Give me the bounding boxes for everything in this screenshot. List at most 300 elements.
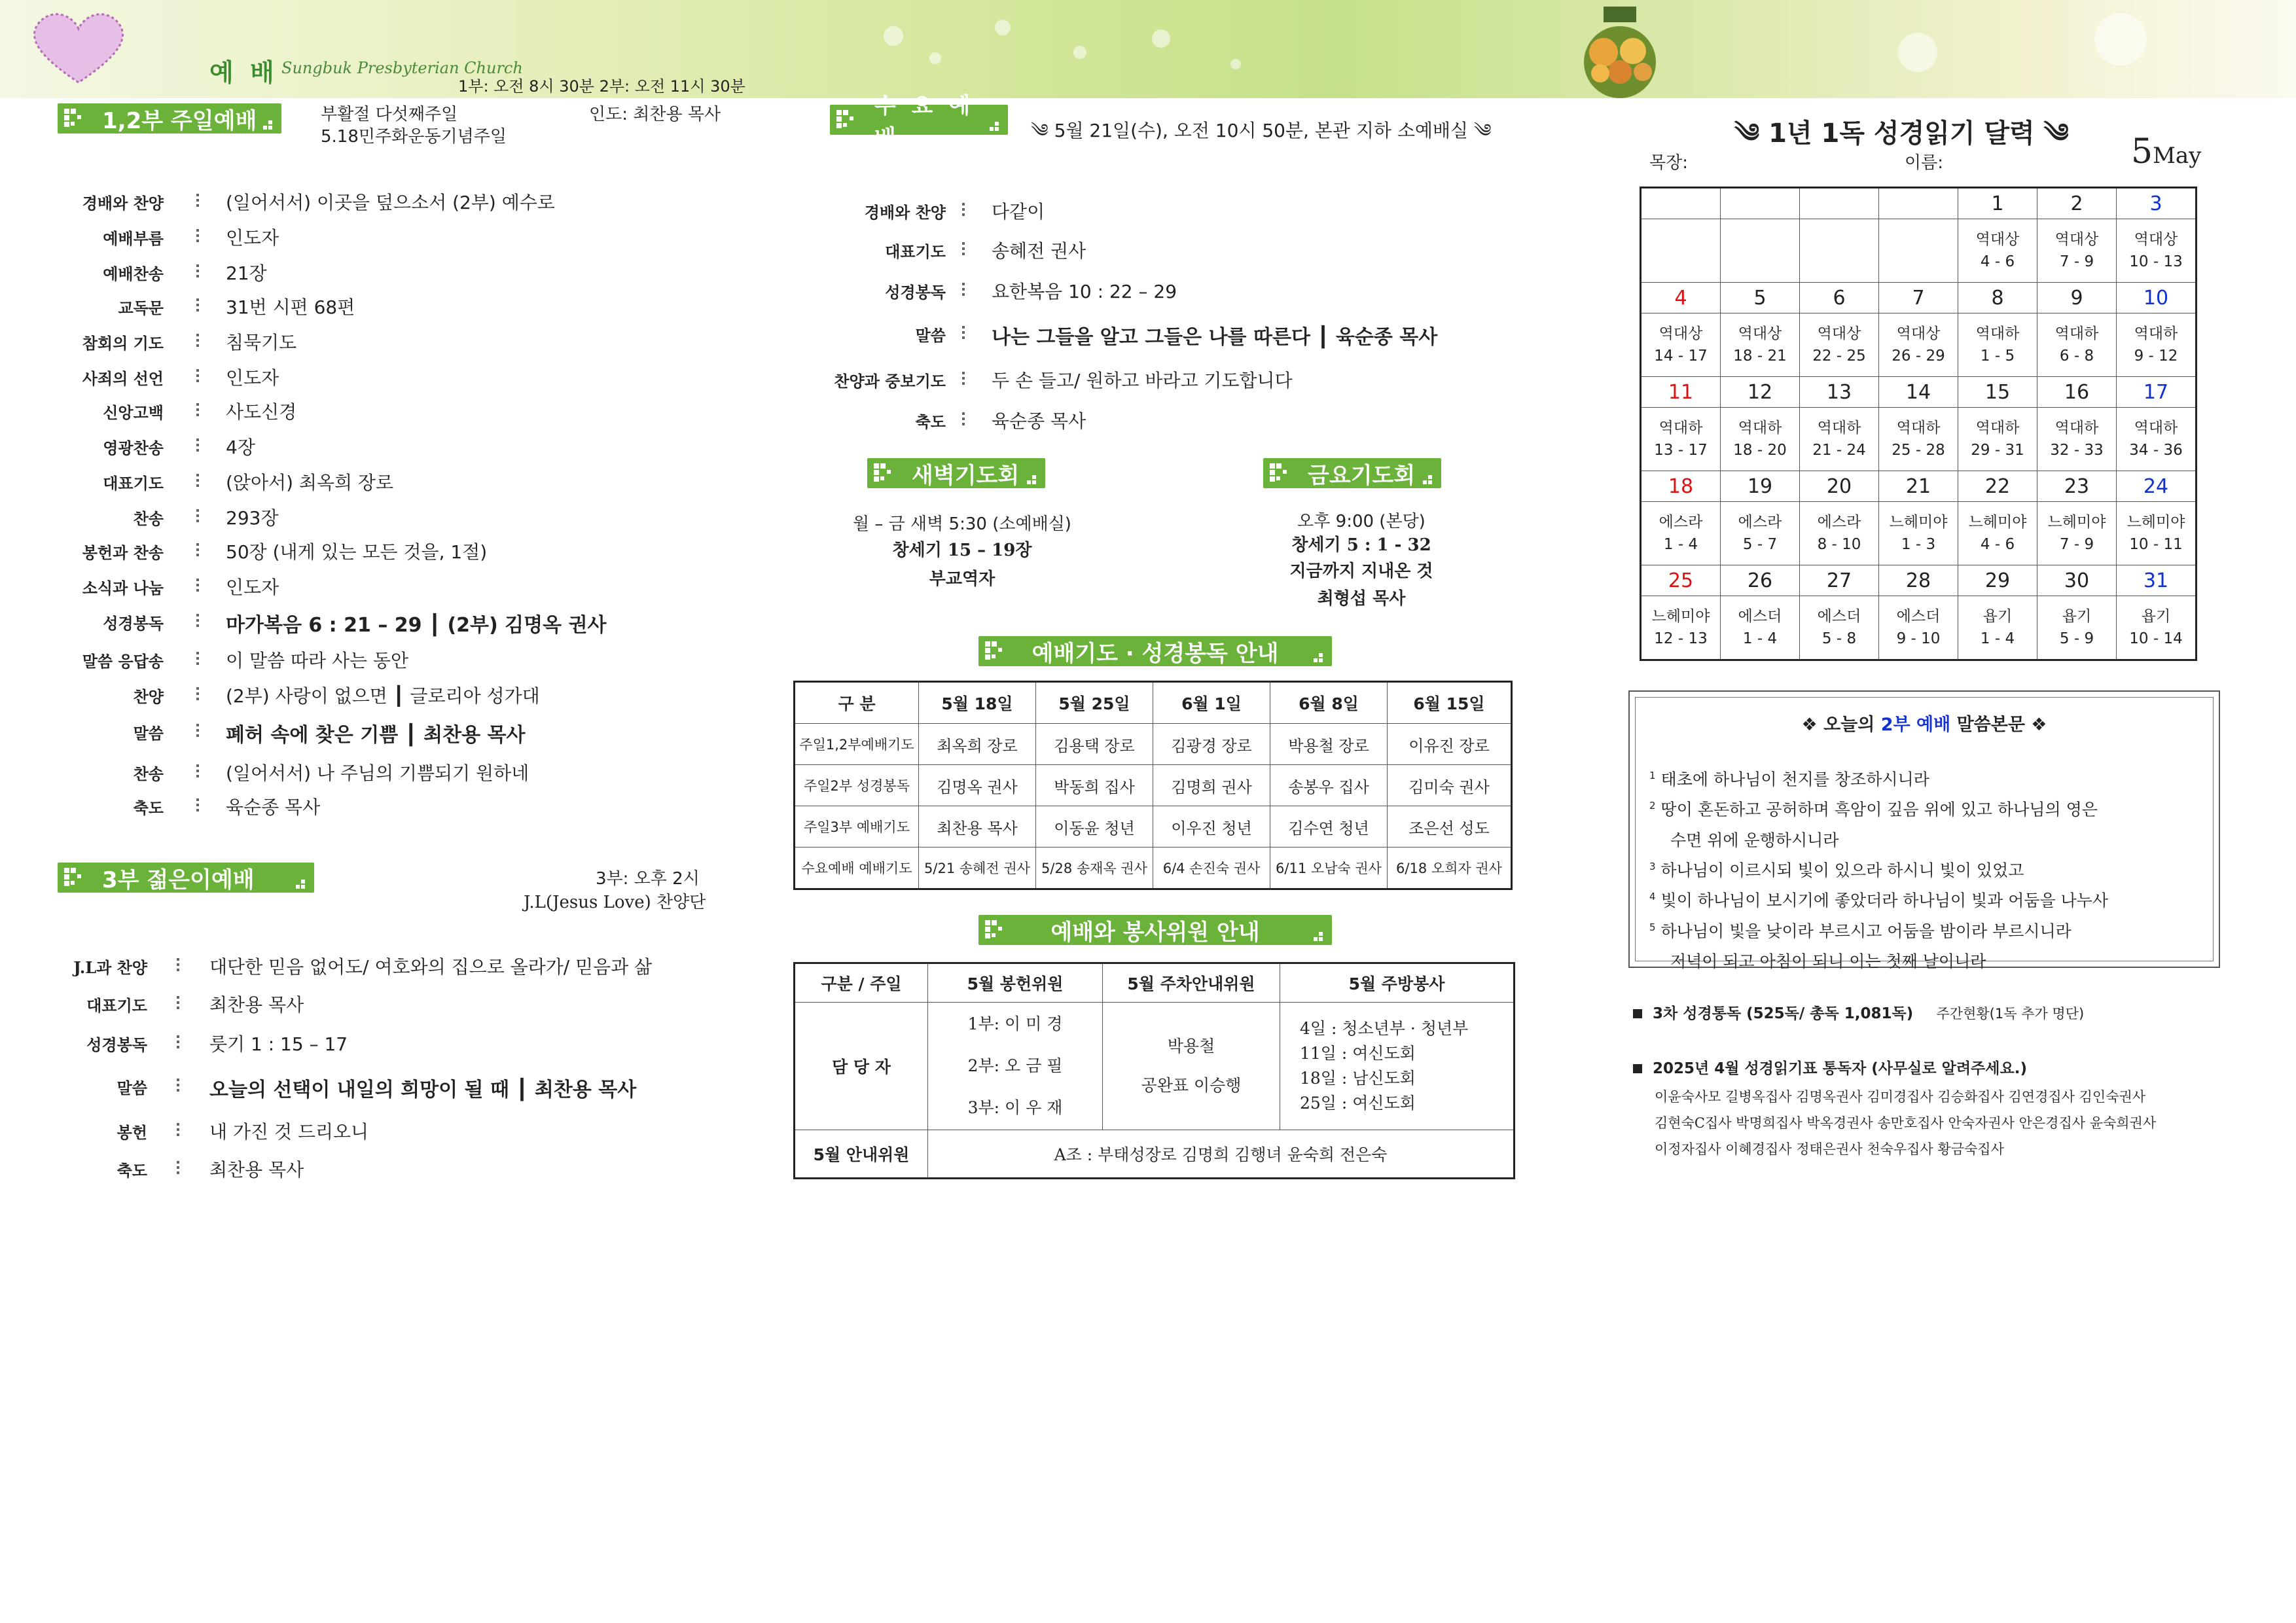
calendar-reading: 에스더 9 - 10 [1879,596,1958,660]
order-label: 사죄의 선언 [82,369,164,388]
order-label: 축도 [117,1161,147,1180]
calendar-day: 30 [2037,565,2117,596]
verse-text: 빛이 하나님이 보시기에 좋았더라 하나님이 빛과 어둠을 나누사 [1660,891,2109,910]
calendar-day: 3 [2117,188,2197,219]
youth-choir: J.L(Jesus Love) 찬양단 [524,893,706,912]
volunteers-heading [978,915,1332,945]
calendar-day: 13 [1800,377,1879,408]
colon-divider [196,331,199,349]
verse-line [1649,823,2212,853]
scripture-title-highlight: 2부 예배 [1880,715,1951,735]
square-bullet-icon [1633,1009,1642,1018]
calendar-day: 26 [1721,565,1800,596]
order-value: 21장 [226,262,267,284]
table-cell: 주일1,2부예배기도 [795,724,919,765]
calendar-day: 7 [1879,283,1958,313]
calendar-day: 12 [1721,377,1800,408]
kitchen-volunteer: 18일 : 남신도회 [1300,1069,1416,1088]
colon-divider [962,280,965,298]
order-value: 내 가진 것 드리오니 [209,1121,369,1143]
calendar-reading: 느헤미야 10 - 11 [2117,502,2197,565]
calendar-reading: 역대상 18 - 21 [1721,313,1800,377]
calendar-day: 18 [1641,471,1721,502]
dawn-prayer-heading [867,458,1045,488]
calendar-reading: 역대하 32 - 33 [2037,408,2117,471]
header-banner [0,0,2296,98]
order-label: 대표기도 [86,996,147,1015]
colon-divider [962,240,965,258]
dawn-prayer-title: 새벽기도회 [912,462,1020,489]
header-cell: 6월 15일 [1388,682,1512,724]
volunteers-title: 예배와 봉사위원 안내 [1050,919,1260,946]
completers-line: 이정자집사 이혜경집사 정태은권사 천숙우집사 황금숙집사 [1655,1141,2004,1157]
order-value: 룻기 1 : 15 – 17 [209,1033,348,1055]
verse-number: 3 [1649,860,1656,872]
colon-divider [196,611,199,630]
verse-line [1649,883,2212,914]
verse-text: 하나님이 이르시되 빛이 있으라 하시니 빛이 있었고 [1660,861,2024,880]
order-value: 인도자 [226,577,279,598]
colon-divider [177,955,179,974]
ornament-left-icon: ༄ [1031,120,1054,141]
colon-divider [177,1033,179,1051]
friday-prayer-scripture: 창세기 5 : 1 - 32 [1291,535,1431,555]
order-label: 예배찬송 [103,264,164,283]
colon-divider [196,721,199,740]
church-name-script: Sungbuk Presbyterian Church [281,59,523,77]
calendar-reading: 느헤미야 7 - 9 [2037,502,2117,565]
order-label: 축도 [133,798,164,817]
order-label: 찬송 [133,764,164,783]
order-value: (2부) 사랑이 없으면 ┃ 글로리아 성가대 [226,685,540,707]
table-cell: 5/21 송혜전 권사 [919,847,1036,889]
youth-time: 3부: 오후 2시 [596,869,700,889]
duty-label: 담 당 자 [795,1003,928,1130]
ornament-right-icon: ༄ [1468,120,1492,141]
calendar-day: 9 [2037,283,2117,313]
table-cell: 송봉우 집사 [1270,765,1388,806]
calendar-day: 1 [1958,188,2037,219]
verse-text: 저녁이 되고 아침이 되니 이는 첫째 날이니라 [1670,952,1986,971]
order-value: 이 말씀 따라 사는 동안 [226,650,409,671]
calendar-reading: 역대하 21 - 24 [1800,408,1879,471]
colon-divider [962,369,965,387]
guide-label: 5월 안내위원 [795,1130,928,1179]
header-cell: 6월 1일 [1153,682,1270,724]
table-row [795,806,1512,847]
header-cell: 구 분 [795,682,919,724]
order-value: 4장 [226,437,255,458]
colon-divider [196,436,199,454]
calendar-reading: 역대하 18 - 20 [1721,408,1800,471]
colon-divider [177,1120,179,1139]
calendar-reading: 역대하 25 - 28 [1879,408,1958,471]
table-cell: 수요예배 예배기도 [795,847,919,889]
calendar-day: 11 [1641,377,1721,408]
corner-mark-icon [1423,475,1435,484]
calendar-reading: 역대상 22 - 25 [1800,313,1879,377]
colon-divider [196,262,199,280]
table-cell: 최옥희 장로 [919,724,1036,765]
scripture-verses [1649,762,2212,974]
parking-cell [1103,1003,1280,1130]
calendar-reading-row [1641,219,2197,283]
verse-line [1649,914,2212,944]
table-row [795,847,1512,889]
colon-divider [196,191,199,209]
corner-mark-icon [990,122,1001,131]
flower-bouquet-icon [1564,0,1676,98]
table-cell: 이유진 장로 [1388,724,1512,765]
verse-line [1649,793,2212,823]
order-label: 봉헌 [117,1123,147,1142]
calendar-day: 6 [1800,283,1879,313]
sunday-leader: 인도: 최찬용 목사 [589,105,721,124]
reading-calendar [1640,187,2197,661]
colon-divider [196,649,199,668]
wednesday-heading [830,93,1008,151]
calendar-reading-row [1641,313,2197,377]
calendar-day: 31 [2117,565,2197,596]
calendar-reading: 에스라 1 - 4 [1641,502,1721,565]
order-value: 대단한 믿음 없어도/ 여호와의 집으로 올라가/ 믿음과 삶 [209,956,653,978]
order-label: 경배와 찬양 [864,203,946,222]
calendar-reading: 느헤미야 12 - 13 [1641,596,1721,660]
colon-divider [196,296,199,314]
kitchen-volunteer: 11일 : 여신도회 [1300,1044,1416,1063]
friday-prayer-heading [1263,458,1441,488]
calendar-reading [1641,219,1721,283]
order-value: 두 손 들고/ 원하고 바라고 기도합니다 [992,370,1293,391]
banner-title: 예 배 [209,58,278,87]
colon-divider [196,541,199,559]
order-value: 마가복음 6 : 21 – 29 ┃ (2부) 김명옥 권사 [226,614,607,637]
order-label: 성경봉독 [86,1035,147,1054]
table-cell: 이동윤 청년 [1036,806,1153,847]
reading-status [1633,1001,2084,1023]
table-cell: 주일2부 성경봉독 [795,765,919,806]
calendar-reading: 욥기 1 - 4 [1958,596,2037,660]
order-value: (일어서서) 이곳을 덮으소서 (2부) 예수로 [226,192,555,213]
order-label: 말씀 [117,1079,147,1097]
calendar-day: 17 [2117,377,2197,408]
calendar-day: 16 [2037,377,2117,408]
table-row [795,765,1512,806]
order-value: (앉아서) 최옥희 장로 [226,472,394,493]
calendar-reading: 역대하 1 - 5 [1958,313,2037,377]
colon-divider [962,200,965,219]
scripture-box [1628,690,2220,971]
calendar-reading [1721,219,1800,283]
calendar-day: 4 [1641,283,1721,313]
order-value: 송혜전 권사 [992,240,1086,262]
colon-divider [962,410,965,428]
order-label: 교독문 [118,298,164,317]
ornament-right-icon: ༄ [2034,118,2069,149]
colon-divider [196,226,199,245]
colon-divider [196,366,199,385]
order-value: 31번 시편 68편 [226,296,355,318]
table-cell: 김명옥 권사 [919,765,1036,806]
calendar-reading: 느헤미야 4 - 6 [1958,502,2037,565]
kitchen-volunteer: 25일 : 여신도회 [1300,1094,1416,1113]
table-cell: 최찬용 목사 [919,806,1036,847]
month-number: 5 [2131,132,2153,171]
order-value: 오늘의 선택이 내일의 희망이 될 때 ┃ 최찬용 목사 [209,1079,637,1101]
order-value: 인도자 [226,227,279,249]
grid-dots-icon [985,920,1013,940]
order-label: 성경봉독 [885,283,946,302]
verse-number: 1 [1649,770,1656,781]
calendar-day: 19 [1721,471,1800,502]
calendar-reading-row [1641,502,2197,565]
calendar-reading: 역대상 14 - 17 [1641,313,1721,377]
order-label: 찬송 [133,509,164,528]
order-value: (일어서서) 나 주님의 기쁨되기 원하네 [226,762,529,784]
service-times: 1부: 오전 8시 30분 2부: 오전 11시 30분 [458,77,745,96]
ornament-left-icon: ༄ [1734,118,1769,149]
table-header-row [795,963,1515,1003]
verse-line [1649,762,2212,793]
header-cell: 5월 주차안내위원 [1103,963,1280,1003]
verse-line [1649,944,2212,974]
calendar-title-text: 1년 1독 성경읽기 달력 [1768,118,2035,149]
calendar-reading: 역대하 6 - 8 [2037,313,2117,377]
calendar-day: 29 [1958,565,2037,596]
order-label: 찬양과 중보기도 [834,372,946,391]
grid-dots-icon [64,868,92,887]
scripture-title-post: 말씀본문 ❖ [1950,715,2047,735]
table-cell: 6/4 손진숙 권사 [1153,847,1270,889]
sunday-subtitle-1: 부활절 다섯째주일 [321,105,458,124]
calendar-day-row [1641,188,2197,219]
calendar-title [1734,103,2069,177]
mokjang-label: 목장: [1649,153,1688,173]
calendar-day: 14 [1879,377,1958,408]
corner-mark-icon [263,120,275,130]
calendar-reading: 욥기 10 - 14 [2117,596,2197,660]
table-row [795,1003,1515,1130]
prayer-schedule-title: 예배기도 · 성경봉독 안내 [1031,640,1279,667]
table-row [795,1130,1515,1179]
sunday-subtitle-2: 5.18민주화운동기념주일 [321,127,507,147]
corner-mark-icon [1314,653,1325,662]
order-value: 다같이 [992,201,1045,223]
table-cell: 김수연 청년 [1270,806,1388,847]
calendar-day: 15 [1958,377,2037,408]
reading-status-sub: 주간현황(1독 추가 명단) [1936,1006,2085,1022]
kitchen-volunteer: 4일 : 청소년부 · 청년부 [1300,1019,1469,1038]
order-value: 최찬용 목사 [209,1159,304,1181]
calendar-day: 25 [1641,565,1721,596]
calendar-reading: 에스라 5 - 7 [1721,502,1800,565]
dawn-prayer-scripture: 창세기 15 – 19장 [892,541,1032,560]
table-cell: 김광경 장로 [1153,724,1270,765]
prayer-schedule-table [793,681,1513,890]
grid-dots-icon [1270,463,1297,483]
friday-prayer-time: 오후 9:00 (본당) [1297,512,1426,531]
calendar-reading: 역대하 13 - 17 [1641,408,1721,471]
order-label: 성경봉독 [103,614,164,633]
completers-heading-text: 2025년 4월 성경읽기표 통독자 (사무실로 알려주세요.) [1653,1060,2027,1077]
order-label: 축도 [915,412,946,431]
table-cell: 조은선 성도 [1388,806,1512,847]
kitchen-cell [1280,1003,1515,1130]
verse-number: 5 [1649,921,1656,933]
scripture-title [1630,710,2219,736]
offering-volunteer: 3부: 이 우 재 [967,1098,1063,1117]
calendar-day: 27 [1800,565,1879,596]
offering-volunteer: 1부: 이 미 경 [967,1014,1063,1033]
dawn-prayer-leader: 부교역자 [929,569,996,589]
table-cell: 주일3부 예배기도 [795,806,919,847]
table-header-row [795,682,1512,724]
colon-divider [177,993,179,1012]
grid-dots-icon [836,110,864,130]
table-cell: 박용철 장로 [1270,724,1388,765]
verse-number: 4 [1649,891,1656,903]
name-label: 이름: [1905,153,1943,173]
calendar-day [1641,188,1721,219]
order-label: 말씀 [133,724,164,743]
colon-divider [196,471,199,490]
calendar-day: 8 [1958,283,2037,313]
order-label: 경배와 찬양 [82,194,164,213]
friday-prayer-title: 금요기도회 [1308,462,1416,489]
friday-prayer-sermon: 지금까지 지내온 것 [1289,562,1433,581]
calendar-day: 10 [2117,283,2197,313]
parking-volunteer: 박용철 [1167,1037,1215,1056]
calendar-reading: 느헤미야 1 - 3 [1879,502,1958,565]
calendar-day: 28 [1879,565,1958,596]
calendar-day-row [1641,565,2197,596]
order-label: 영광찬송 [103,438,164,457]
order-label: 대표기도 [885,242,946,261]
calendar-day: 2 [2037,188,2117,219]
wednesday-info [1031,110,1492,162]
order-value: 육순종 목사 [226,796,321,818]
month-english: May [2153,143,2202,169]
calendar-reading-row [1641,596,2197,660]
completers-list [1655,1084,2156,1162]
completers-heading [1633,1056,2027,1078]
parking-volunteer: 공완표 이승행 [1141,1076,1242,1095]
order-value: 폐허 속에 찾은 기쁨 ┃ 최찬용 목사 [226,724,526,747]
calendar-reading-row [1641,408,2197,471]
completers-line: 김현숙C집사 박명희집사 박옥경권사 송만호집사 안숙자권사 안은경집사 윤숙희권사 [1655,1115,2157,1131]
grid-dots-icon [985,641,1013,661]
order-value: 사도신경 [226,401,297,423]
scripture-title-pre: ❖ 오늘의 [1801,715,1881,735]
order-value: 침묵기도 [226,332,297,353]
colon-divider [196,685,199,703]
wednesday-title: 수 요 예 배 [874,93,975,151]
colon-divider [196,507,199,525]
month-label [2131,132,2201,171]
reading-status-text: 3차 성경통독 (525독/ 총독 1,081독) [1653,1005,1914,1022]
order-value: 요한복음 10 : 22 – 29 [992,281,1177,302]
table-cell: 이우진 청년 [1153,806,1270,847]
order-label: 찬양 [133,687,164,706]
order-label: 말씀 응답송 [82,652,164,671]
colon-divider [196,401,199,419]
calendar-day [1721,188,1800,219]
colon-divider [962,323,965,342]
table-row [795,724,1512,765]
colon-divider [196,796,199,814]
calendar-reading [1800,219,1879,283]
calendar-day: 23 [2037,471,2117,502]
offering-volunteer: 2부: 오 금 필 [967,1056,1063,1075]
offering-cell [928,1003,1103,1130]
header-cell: 구분 / 주일 [795,963,928,1003]
guide-value: A조 : 부태성장로 김명희 김행녀 윤숙희 전은숙 [928,1130,1515,1179]
calendar-reading: 역대하 9 - 12 [2117,313,2197,377]
calendar-reading: 역대하 29 - 31 [1958,408,2037,471]
corner-mark-icon [1027,475,1039,484]
verse-line [1649,853,2212,883]
corner-mark-icon [296,880,308,889]
calendar-day [1800,188,1879,219]
order-value: 나는 그들을 알고 그들은 나를 따른다 ┃ 육순종 목사 [992,326,1438,349]
order-value: 최찬용 목사 [209,994,304,1016]
order-label: 신앙고백 [103,403,164,422]
calendar-reading: 에스라 8 - 10 [1800,502,1879,565]
order-value: 50장 (내게 있는 모든 것을, 1절) [226,541,488,563]
colon-divider [196,762,199,780]
order-value: 293장 [226,507,279,529]
table-cell: 6/11 오남숙 권사 [1270,847,1388,889]
table-cell: 김용택 장로 [1036,724,1153,765]
header-cell: 5월 주방봉사 [1280,963,1515,1003]
calendar-reading: 욥기 5 - 9 [2037,596,2117,660]
dawn-prayer-time: 월 – 금 새벽 5:30 (소예배실) [853,514,1071,534]
youth-worship-title: 3부 젊은이예배 [102,866,255,893]
completers-line: 이윤숙사모 길병옥집사 김명옥권사 김미경집사 김승화집사 김연경집사 김인숙권사 [1655,1089,2146,1105]
verse-text: 하나님이 빛을 낮이라 부르시고 어둠을 밤이라 부르시니라 [1660,921,2072,940]
header-cell: 5월 18일 [919,682,1036,724]
calendar-day-row [1641,471,2197,502]
calendar-day: 20 [1800,471,1879,502]
calendar-day: 22 [1958,471,2037,502]
order-label: 소식과 나눔 [82,579,164,597]
table-cell: 김명희 권사 [1153,765,1270,806]
verse-text: 수면 위에 운행하시니라 [1670,830,1839,849]
calendar-day-row [1641,283,2197,313]
order-label: 참회의 기도 [82,334,164,353]
calendar-reading: 역대상 7 - 9 [2037,219,2117,283]
order-label: J.L과 찬양 [73,958,147,977]
calendar-reading: 역대하 34 - 36 [2117,408,2197,471]
calendar-day [1879,188,1958,219]
order-label: 말씀 [915,326,946,345]
calendar-day-row [1641,377,2197,408]
calendar-reading: 역대상 10 - 13 [2117,219,2197,283]
corner-mark-icon [1314,932,1325,941]
sunday-worship-heading [58,103,281,134]
grid-dots-icon [64,109,92,128]
order-label: 대표기도 [103,474,164,493]
heart-icon [26,9,131,88]
order-value: 육순종 목사 [992,410,1086,432]
grid-dots-icon [874,463,901,483]
calendar-reading: 역대상 26 - 29 [1879,313,1958,377]
calendar-day: 5 [1721,283,1800,313]
order-label: 예배부름 [103,229,164,248]
table-cell: 6/18 오희자 권사 [1388,847,1512,889]
friday-prayer-leader: 최형섭 목사 [1317,589,1406,609]
volunteers-table [793,962,1515,1179]
